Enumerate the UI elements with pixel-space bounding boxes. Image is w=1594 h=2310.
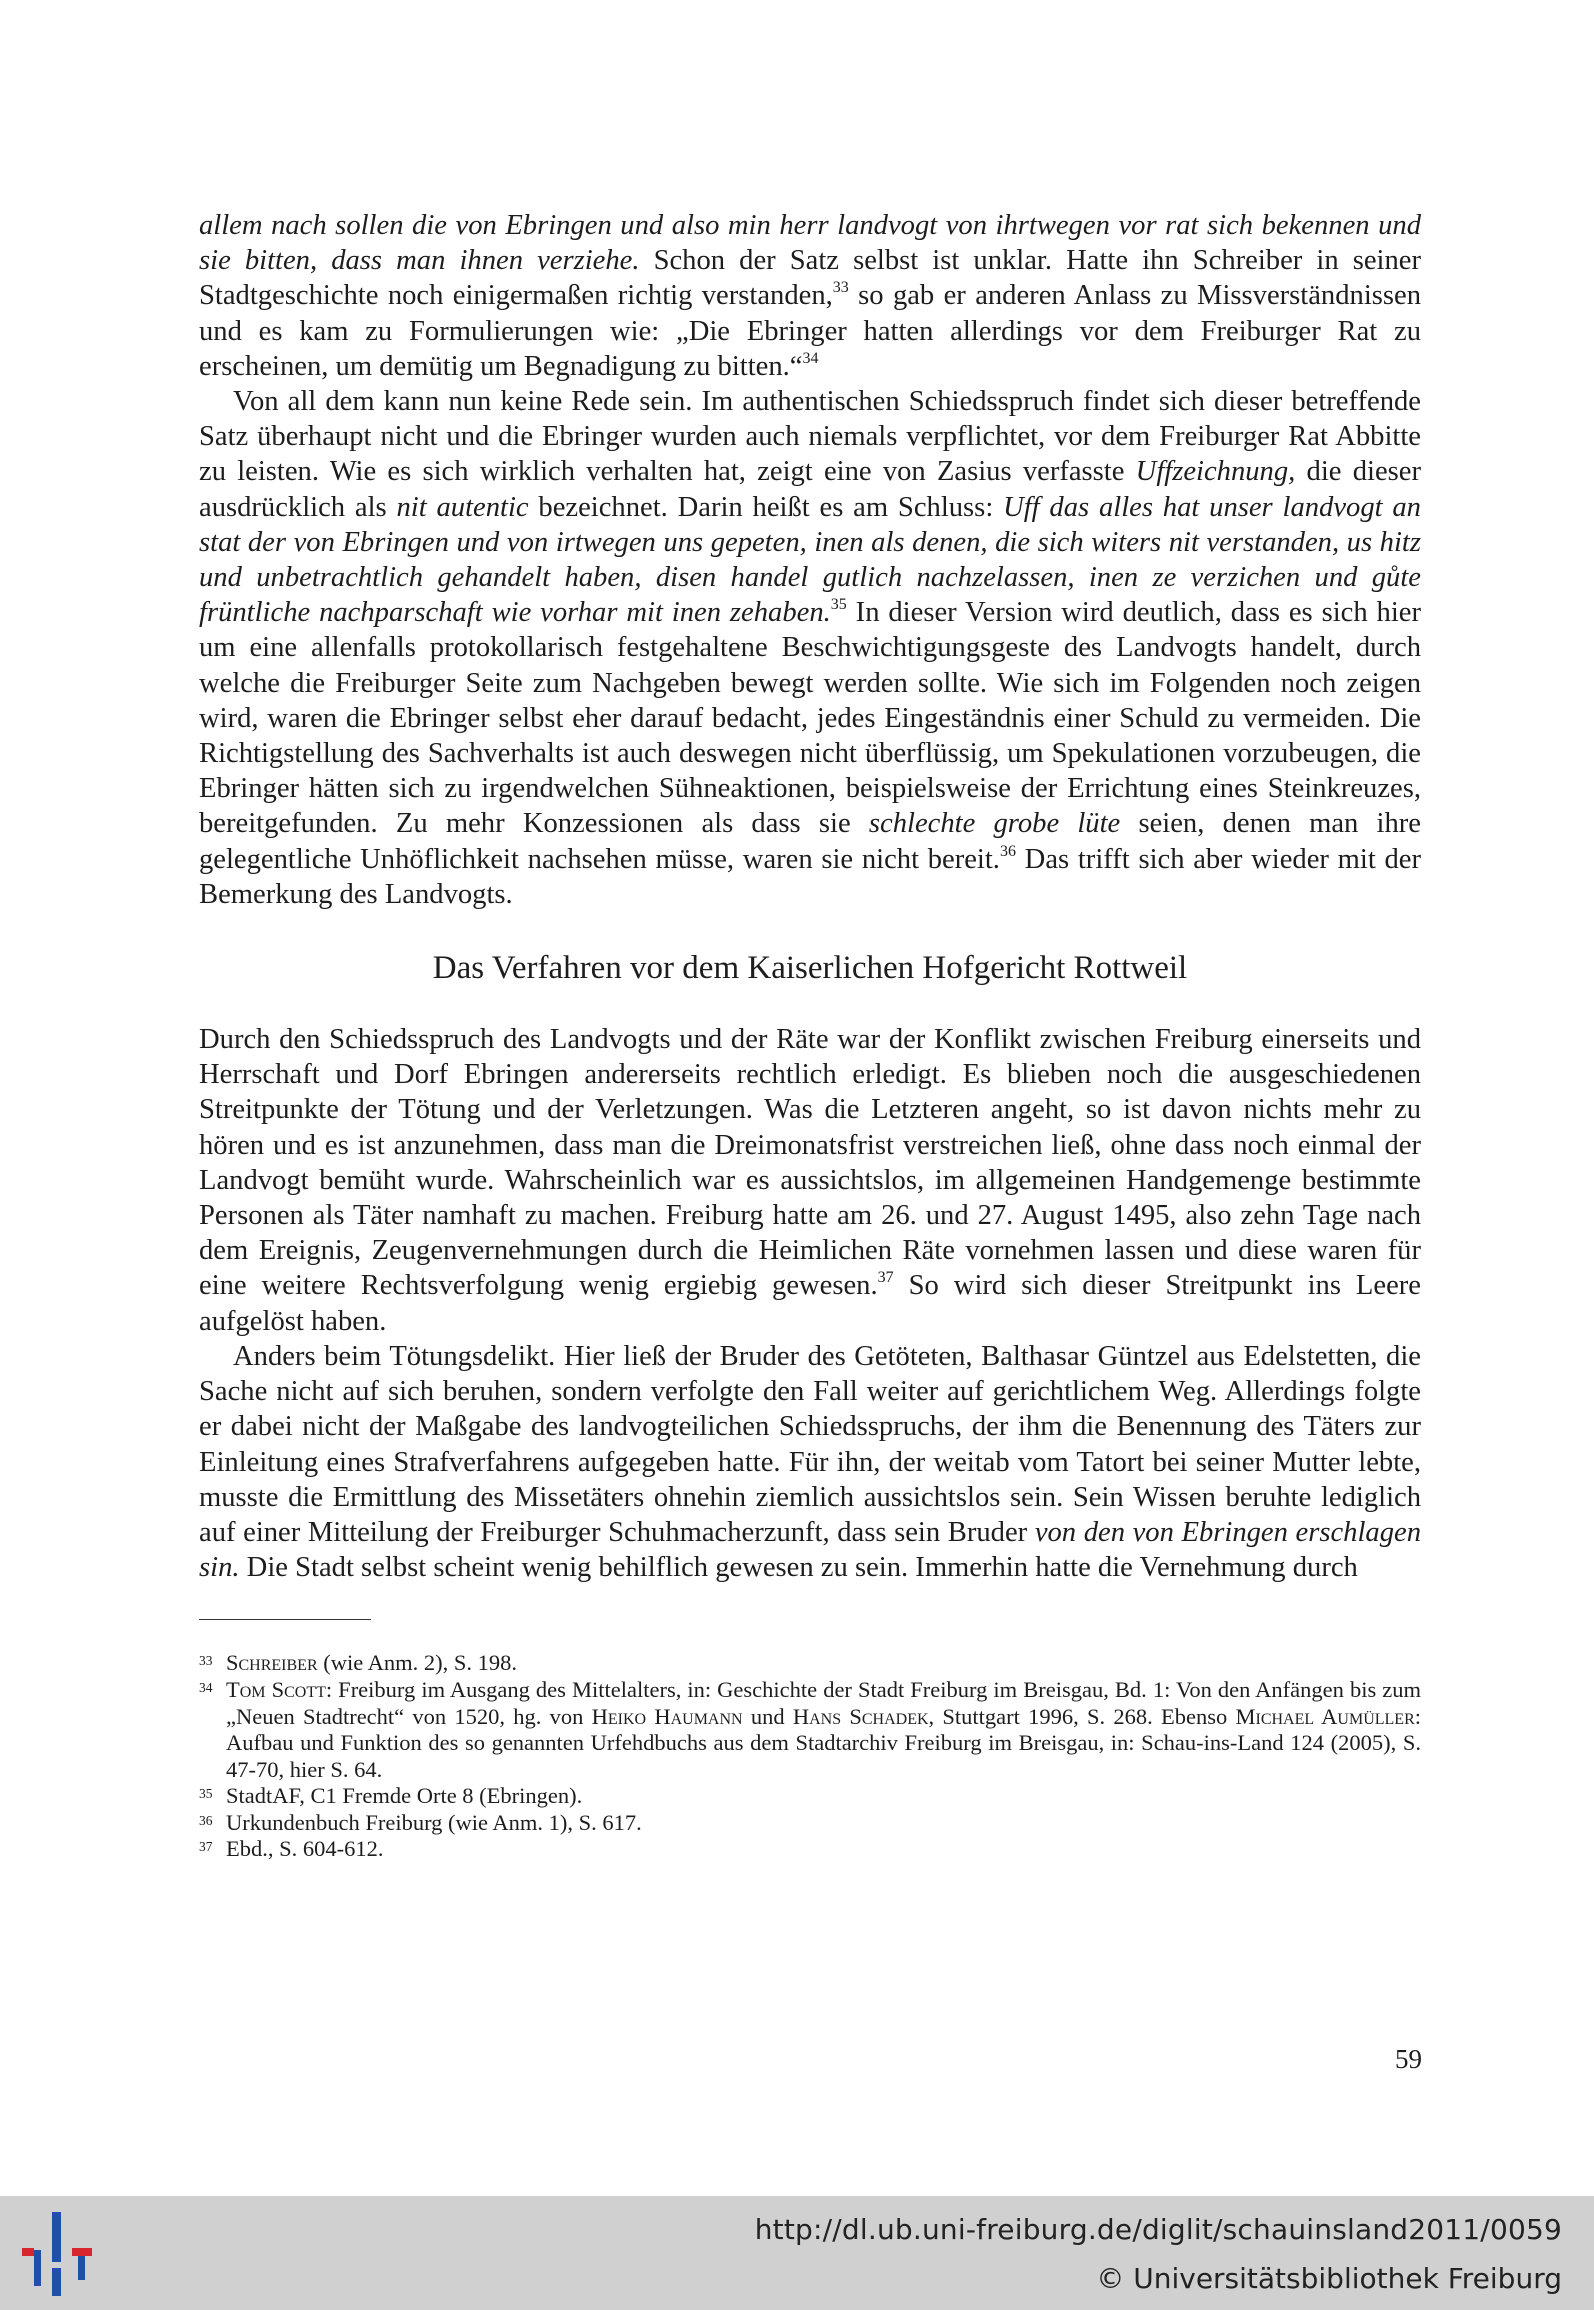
paragraph-2 [199,384,1421,912]
footnote-text: Ebd., S. 604-612. [226,1836,384,1862]
italic-quote: von den von Ebringen erschlagen sin. [199,1516,1421,1584]
section-heading: Das Verfahren vor dem Kaiserlichen Hofgericht Rottweil [432,950,1188,987]
footnote-34 [199,1677,1421,1783]
footnote-35 [199,1783,1421,1810]
footnote-ref-35[interactable]: 35 [830,596,847,614]
editor-name: Hans Schadek [792,1703,929,1729]
footnotes [199,1650,1421,1863]
footnote-number: 37 [199,1839,213,1855]
footnote-ref-34[interactable]: 34 [802,349,819,367]
italic-quote: Uff das alles hat unser landvogt an stat der von Ebringen und von irtwegen uns gepeten, inen als denen, die sich witers nit verstanden, us hitz und unbetrachtlich gehandelt haben, disen handel gutlich nachzelassen, inen ze verzichen und gůte früntliche nachparschaft wie vorhar mit inen zehaben. [199,491,1421,629]
page-number: 59 [1395,2044,1422,2074]
footnote-text: , Stuttgart 1996, S. 268. Ebenso [928,1703,1236,1729]
footnote-text: (wie Anm. 2), S. 198. [317,1650,518,1676]
italic-term: Uffzeichnung, [1135,456,1296,488]
footnote-ref-36[interactable]: 36 [999,842,1016,860]
footnote-text: StadtAF, C1 Fremde Orte 8 (Ebringen). [226,1783,583,1809]
paragraph-text: Die Stadt selbst scheint wenig behilflich gewesen zu sein. Immerhin hatte die Vernehmung durch [239,1552,1358,1584]
footnote-number: 34 [199,1679,213,1695]
paragraph-text: Das trifft sich aber wieder mit der Bemerkung des Landvogts. [199,843,1421,910]
footnote-36 [199,1810,1421,1837]
paragraph-3 [199,1022,1421,1339]
copyright-notice: © Universitätsbibliothek Freiburg [1096,2262,1562,2295]
author-name: Michael Aumüller [1235,1703,1415,1729]
paragraph-1 [199,208,1421,384]
footnote-divider [199,1619,371,1620]
ub-freiburg-logo-icon[interactable] [22,2212,100,2296]
editor-name: Heiko Haumann [591,1703,743,1729]
paragraph-text: In dieser Version wird deutlich, dass es sich hier um eine allenfalls protokollarisch festgehaltene Beschwichtigungsgeste des Landvogts handelt, durch welche die Freiburger Seite zum Nachgeben bewegt werden sollte. Wie sich im Folgenden noch zeigen wird, waren die Ebringer selbst eher darauf bedacht, jedes Eingeständnis einer Schuld zu vermeiden. Die Richtigstellung des Sachverhalts ist auch deswegen nicht überflüssig, um Spekulationen vorzubeugen, die Ebringer hätten sich zu irgendwelchen Sühneaktionen, beispielsweise der Errichtung eines Steinkreuzes, bereitgefunden. Zu mehr Konzessionen als dass sie [199,597,1421,840]
page-content [199,208,1421,1863]
author-name: Schreiber [226,1650,318,1676]
author-name: Tom Scott [226,1676,326,1702]
footnote-ref-33[interactable]: 33 [832,279,849,297]
paragraph-text: bezeichnet. Darin heißt es am Schluss: [528,491,1004,523]
paragraph-4 [199,1339,1421,1585]
footnote-text: : Freiburg im Ausgang des Mittelalters, in: Geschichte der Stadt Freiburg im Breisgau, Bd. 1: Von den Anfängen bis zum „Neuen Stadtrecht“ von 1520, hg. von [226,1676,1421,1729]
footnote-ref-37[interactable]: 37 [877,1269,894,1287]
paragraph-text: seien, denen man ihre gelegentliche Unhöflichkeit nachsehen müsse, waren sie nicht bereit. [199,808,1422,875]
viewer-footer-bar [0,2196,1594,2310]
footnote-37 [199,1836,1421,1863]
footnote-33 [199,1650,1421,1677]
footnote-text: Urkundenbuch Freiburg (wie Anm. 1), S. 617. [226,1809,642,1835]
footnote-text: und [742,1703,793,1729]
footnote-number: 35 [199,1786,213,1802]
paragraph-text: Von all dem kann nun keine Rede sein. Im authentischen Schiedsspruch findet sich dieser betreffende Satz überhaupt nicht und die Ebringer wurden auch niemals verpflichtet, vor dem Freiburger Rat Abbitte zu leisten. Wie es sich wirklich verhalten hat, zeigt eine von Zasius verfasste [199,386,1421,488]
paragraph-text: Durch den Schiedsspruch des Landvogts und der Räte war der Konflikt zwischen Freiburg einerseits und Herrschaft und Dorf Ebringen andererseits rechtlich erledigt. Es blieben noch die ausgeschiedenen Streitpunkte der Tötung und der Verletzungen. Was die Letzteren angeht, so ist davon nichts mehr zu hören und es ist anzunehmen, dass man die Dreimonatsfrist verstreichen ließ, ohne dass noch einmal der Landvogt bemüht wurde. Wahrscheinlich war es aussichtslos, im allgemeinen Handgemenge bestimmte Personen als Täter namhaft zu machen. Freiburg hatte am 26. und 27. August 1495, also zehn Tage nach dem Ereignis, Zeugenvernehmungen durch die Heimlichen Räte vornehmen lassen und diese waren für eine weitere Rechtsverfolgung wenig ergiebig gewesen. [199,1024,1421,1302]
italic-quote: allem nach sollen die von Ebringen und also min herr landvogt von ihrtwegen vor rat sich bekennen und sie bitten, dass man ihnen verziehe. [199,210,1421,277]
paragraph-text: Anders beim Tötungsdelikt. Hier ließ der Bruder des Getöteten, Balthasar Güntzel aus Edelstetten, die Sache nicht auf sich beruhen, sondern verfolgte den Fall weiter auf gerichtlichem Weg. Allerdings folgte er dabei nicht der Maßgabe des landvogteilichen Schiedsspruchs, der ihm die Benennung des Täters zur Einleitung eines Strafverfahrens aufgegeben hatte. Für ihn, der weitab vom Tatort bei seiner Mutter lebte, musste die Ermittlung des Missetäters ohnehin ziemlich aussichtslos sein. Sein Wissen beruhte lediglich auf einer Mitteilung der Freiburger Schuhmacherzunft, dass sein Bruder [199,1340,1421,1548]
footnote-text: : Aufbau und Funktion des so genannten Urfehdbuchs aus dem Stadtarchiv Freiburg im Breisgau, in: Schau-ins-Land 124 (2005), S. 47-70, hier S. 64. [226,1703,1422,1782]
paragraph-text: Schon der Satz selbst ist unklar. Hatte ihn Schreiber in seiner Stadtgeschichte noch einigermaßen richtig verstanden, [199,245,1421,312]
document-permalink[interactable]: http://dl.ub.uni-freiburg.de/diglit/schauinsland2011/0059 [754,2213,1562,2246]
paragraph-text: die dieser ausdrücklich als [199,456,1421,523]
italic-term: nit autentic [396,491,529,523]
footnote-number: 33 [199,1653,213,1669]
paragraph-text: so gab er anderen Anlass zu Missverständnissen und es kam zu Formulierungen wie: „Die Ebringer hatten allerdings vor dem Freiburger Rat zu erscheinen, um demütig um Begnadigung zu bitten.“ [199,280,1422,382]
footnote-number: 36 [199,1812,213,1828]
paragraph-text: So wird sich dieser Streitpunkt ins Leere aufgelöst haben. [199,1270,1421,1337]
italic-term: schlechte grobe lüte [868,808,1121,840]
